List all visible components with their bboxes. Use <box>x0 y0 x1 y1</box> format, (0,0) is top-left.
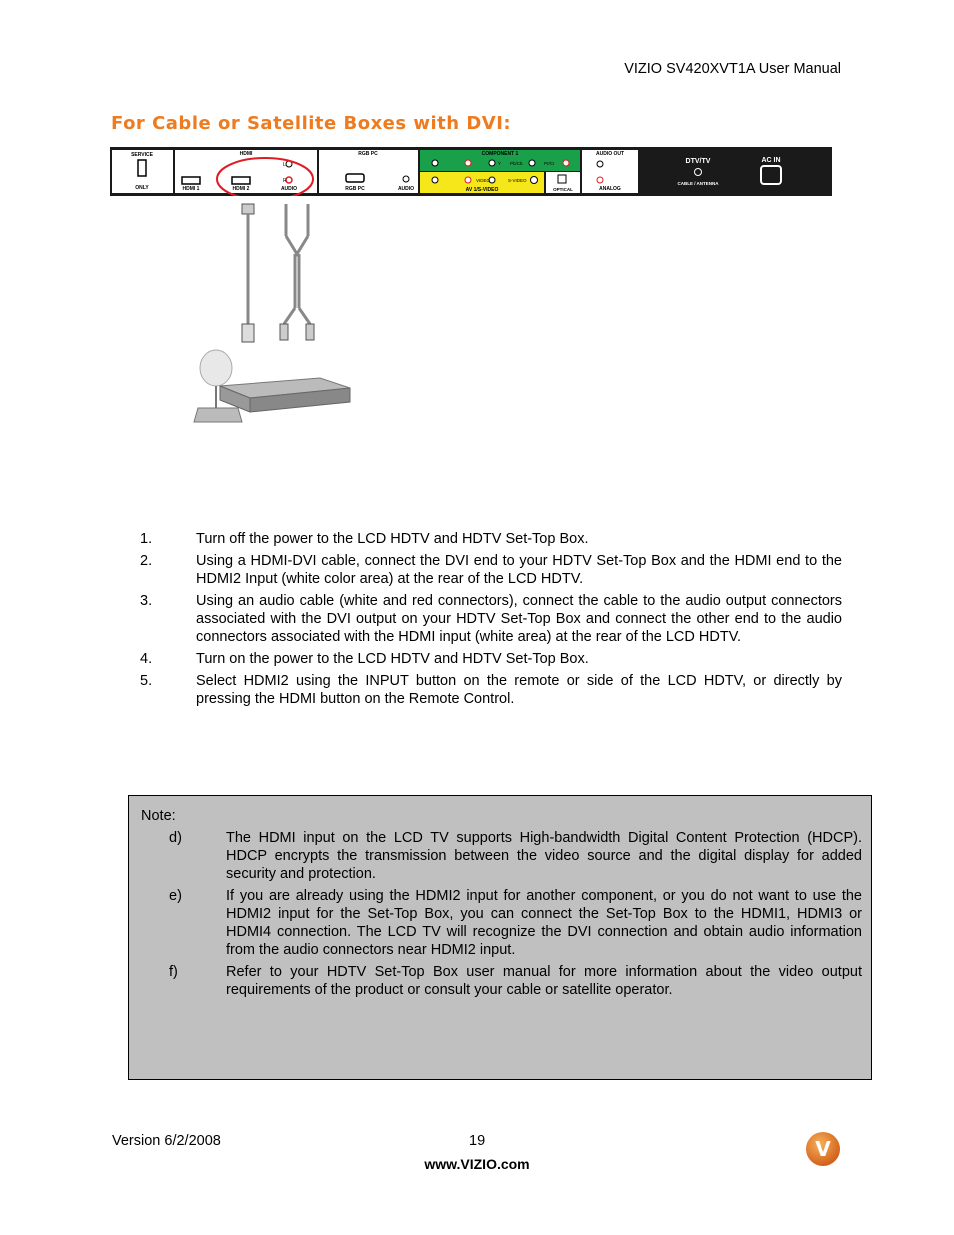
cable-label: CABLE / ANTENNA <box>677 181 719 186</box>
note-item <box>169 829 862 883</box>
note-text: If you are already using the HDMI2 input for another component, or you do not want to use the HDMI2 input for the Set-Top Box, you can connect the Set-Top Box to the HDMI1, HDMI3 or HDMI4 connection. The LCD TV will recognize the DVI connection and obtain audio information from the audio connectors near HDMI2 input. <box>226 888 862 958</box>
tv-rear-panel-diagram <box>110 147 832 196</box>
step-number: 3. <box>140 593 153 609</box>
settop-box-illustration <box>190 196 360 426</box>
step-text: Turn off the power to the LCD HDTV and HDTV Set-Top Box. <box>196 531 589 547</box>
note-label: Note: <box>141 808 176 824</box>
note-letter: d) <box>169 830 182 846</box>
step-item <box>140 650 842 668</box>
vizio-logo-icon <box>805 1131 841 1167</box>
video-label: VIDEO <box>476 178 491 183</box>
step-number: 2. <box>140 553 153 569</box>
l-label: L <box>283 162 286 168</box>
step-number: 5. <box>140 673 153 689</box>
note-list <box>169 829 862 1003</box>
rgb-pc-top-label: RGB PC <box>358 151 378 157</box>
step-text: Using an audio cable (white and red connectors), connect the cable to the audio output connectors associated with the DVI output on your HDTV Set-Top Box and connect the other end to the audio connectors associated with the HDMI input (white area) at the rear of the LCD HDTV. <box>196 593 842 645</box>
note-item <box>169 887 862 959</box>
svideo-label: S-VIDEO <box>508 178 527 183</box>
section-title: For Cable or Satellite Boxes with DVI: <box>111 113 512 134</box>
note-letter: f) <box>169 964 178 980</box>
rgb-audio-label: AUDIO <box>397 186 415 192</box>
y-label: Y <box>498 161 502 166</box>
pr-label: Pr/Cr <box>544 161 555 166</box>
only-label: ONLY <box>135 185 149 191</box>
hdmi1-label: HDMI 1 <box>182 186 200 192</box>
service-label: SERVICE <box>131 152 153 158</box>
note-box <box>128 795 872 1080</box>
step-item <box>140 552 842 588</box>
optical-label: OPTICAL <box>553 187 573 192</box>
audio-out-label: AUDIO OUT <box>595 151 625 157</box>
step-text: Select HDMI2 using the INPUT button on the remote or side of the LCD HDTV, or directly by pressing the HDMI button on the Remote Control. <box>196 673 842 707</box>
step-item <box>140 672 842 708</box>
step-number: 4. <box>140 651 153 667</box>
note-letter: e) <box>169 888 182 904</box>
step-item <box>140 530 842 548</box>
note-text: The HDMI input on the LCD TV supports High-bandwidth Digital Content Protection (HDCP). HDCP encrypts the transmission between the video source and the digital display for added security and protection. <box>226 830 862 882</box>
ac-in-label: AC IN <box>761 157 781 164</box>
manual-title: VIZIO SV420XVT1A User Manual <box>624 61 841 77</box>
r-label: R <box>283 178 287 184</box>
step-text: Using a HDMI-DVI cable, connect the DVI end to your HDTV Set-Top Box and the HDMI end to the HDMI2 Input (white color area) at the rear of the LCD HDTV. <box>196 553 842 587</box>
hdmi2-label: HDMI 2 <box>232 186 250 192</box>
rgb-pc-label: RGB PC <box>345 186 365 192</box>
note-item <box>169 963 862 999</box>
instruction-steps <box>140 530 842 712</box>
step-text: Turn on the power to the LCD HDTV and HDTV Set-Top Box. <box>196 651 589 667</box>
analog-label: ANALOG <box>599 186 621 192</box>
step-item <box>140 592 842 646</box>
footer-url: www.VIZIO.com <box>424 1156 530 1172</box>
pb-label: Pb/Cb <box>510 161 523 166</box>
footer-version: Version 6/2/2008 <box>112 1133 221 1149</box>
hdmi-label: HDMI <box>239 151 253 157</box>
step-number: 1. <box>140 531 153 547</box>
page-number: 19 <box>469 1133 486 1149</box>
note-text: Refer to your HDTV Set-Top Box user manual for more information about the video output requirements of the product or consult your cable or satellite operator. <box>226 964 862 998</box>
component-label: COMPONENT 1 <box>481 151 519 157</box>
av-label: AV 1/S-VIDEO <box>465 187 499 193</box>
audio-label: AUDIO <box>280 186 298 192</box>
svg-text:V: V <box>815 1137 831 1161</box>
dtv-label: DTV/TV <box>685 158 711 165</box>
